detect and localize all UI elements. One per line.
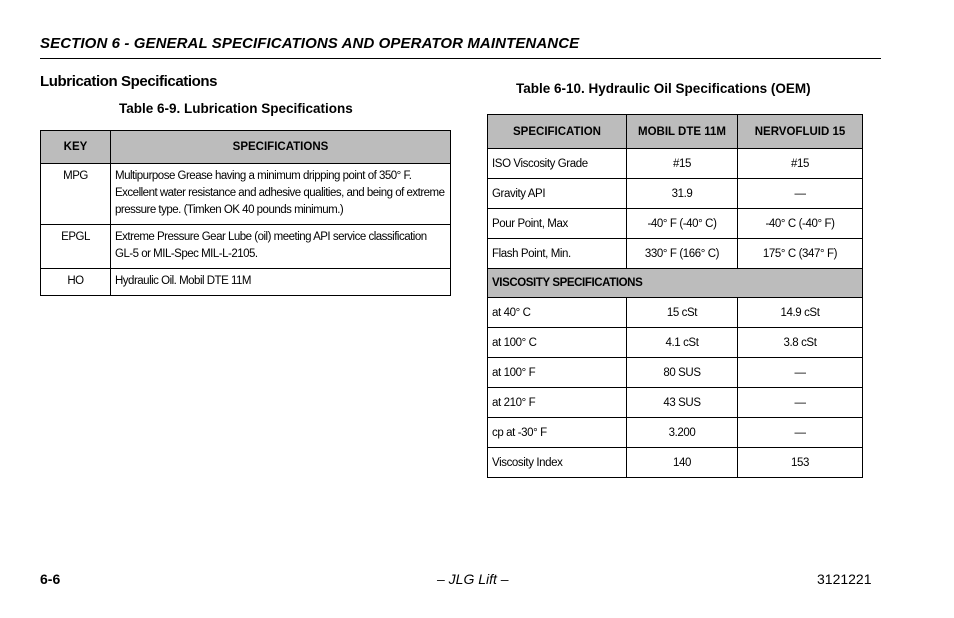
lubrication-table <box>40 130 451 296</box>
table-row <box>488 239 863 269</box>
table-row <box>488 179 863 209</box>
mobil-value-cell: 4.1 cSt <box>627 328 738 358</box>
nervofluid-value-cell: — <box>738 358 863 388</box>
lubrication-heading: Lubrication Specifications <box>40 73 218 90</box>
footer-center: – JLG Lift – <box>437 571 509 587</box>
mobil-value-cell: 80 SUS <box>627 358 738 388</box>
spec-name-cell: at 100° F <box>488 358 627 388</box>
mobil-value-cell: 3.200 <box>627 418 738 448</box>
table-row <box>41 269 451 296</box>
spec-name-cell: Flash Point, Min. <box>488 239 627 269</box>
nervofluid-value-cell: — <box>738 179 863 209</box>
column-header-key: KEY <box>41 131 111 164</box>
mobil-value-cell: 140 <box>627 448 738 478</box>
column-header-nervofluid: NERVOFLUID 15 <box>738 115 863 149</box>
spec-cell: Extreme Pressure Gear Lube (oil) meeting API service classification GL-5 or MIL-Spec MIL-L-2105. <box>111 225 451 269</box>
spec-cell: Hydraulic Oil. Mobil DTE 11M <box>111 269 451 296</box>
column-header-specifications: SPECIFICATIONS <box>111 131 451 164</box>
table-subheader-row <box>488 269 863 298</box>
key-cell: MPG <box>41 164 111 225</box>
spec-name-cell: cp at -30° F <box>488 418 627 448</box>
mobil-value-cell: 330° F (166° C) <box>627 239 738 269</box>
nervofluid-value-cell: -40° C (-40° F) <box>738 209 863 239</box>
table-6-9-caption: Table 6-9. Lubrication Specifications <box>119 101 353 116</box>
table-row <box>41 225 451 269</box>
mobil-value-cell: 43 SUS <box>627 388 738 418</box>
nervofluid-value-cell: — <box>738 418 863 448</box>
table-row <box>488 149 863 179</box>
mobil-value-cell: 15 cSt <box>627 298 738 328</box>
mobil-value-cell: #15 <box>627 149 738 179</box>
page-number: 6-6 <box>40 571 61 587</box>
table-6-10-caption: Table 6-10. Hydraulic Oil Specifications (OEM) <box>516 81 811 96</box>
table-header-row <box>41 131 451 164</box>
nervofluid-value-cell: 3.8 cSt <box>738 328 863 358</box>
table-row <box>488 209 863 239</box>
spec-name-cell: Pour Point, Max <box>488 209 627 239</box>
nervofluid-value-cell: #15 <box>738 149 863 179</box>
spec-name-cell: at 40° C <box>488 298 627 328</box>
header-rule <box>40 58 881 59</box>
key-cell: EPGL <box>41 225 111 269</box>
table-row <box>488 298 863 328</box>
column-header-specification: SPECIFICATION <box>488 115 627 149</box>
table-header-row <box>488 115 863 149</box>
nervofluid-value-cell: — <box>738 388 863 418</box>
viscosity-subheader: VISCOSITY SPECIFICATIONS <box>488 269 863 298</box>
table-row <box>488 358 863 388</box>
table-row <box>488 418 863 448</box>
document-number: 3121221 <box>817 571 872 587</box>
spec-name-cell: ISO Viscosity Grade <box>488 149 627 179</box>
table-row <box>488 328 863 358</box>
spec-cell: Multipurpose Grease having a minimum dripping point of 350° F. Excellent water resistance and adhesive qualities, and being of extreme pressure type. (Timken OK 40 pounds minimum.) <box>111 164 451 225</box>
nervofluid-value-cell: 14.9 cSt <box>738 298 863 328</box>
table-row <box>488 388 863 418</box>
nervofluid-value-cell: 153 <box>738 448 863 478</box>
key-cell: HO <box>41 269 111 296</box>
table-row <box>41 164 451 225</box>
section-title: SECTION 6 - GENERAL SPECIFICATIONS AND OPERATOR MAINTENANCE <box>40 35 580 52</box>
spec-name-cell: Viscosity Index <box>488 448 627 478</box>
spec-name-cell: at 100° C <box>488 328 627 358</box>
mobil-value-cell: -40° F (-40° C) <box>627 209 738 239</box>
hydraulic-oil-table <box>487 114 863 478</box>
mobil-value-cell: 31.9 <box>627 179 738 209</box>
table-row <box>488 448 863 478</box>
spec-name-cell: Gravity API <box>488 179 627 209</box>
column-header-mobil: MOBIL DTE 11M <box>627 115 738 149</box>
spec-name-cell: at 210° F <box>488 388 627 418</box>
nervofluid-value-cell: 175° C (347° F) <box>738 239 863 269</box>
